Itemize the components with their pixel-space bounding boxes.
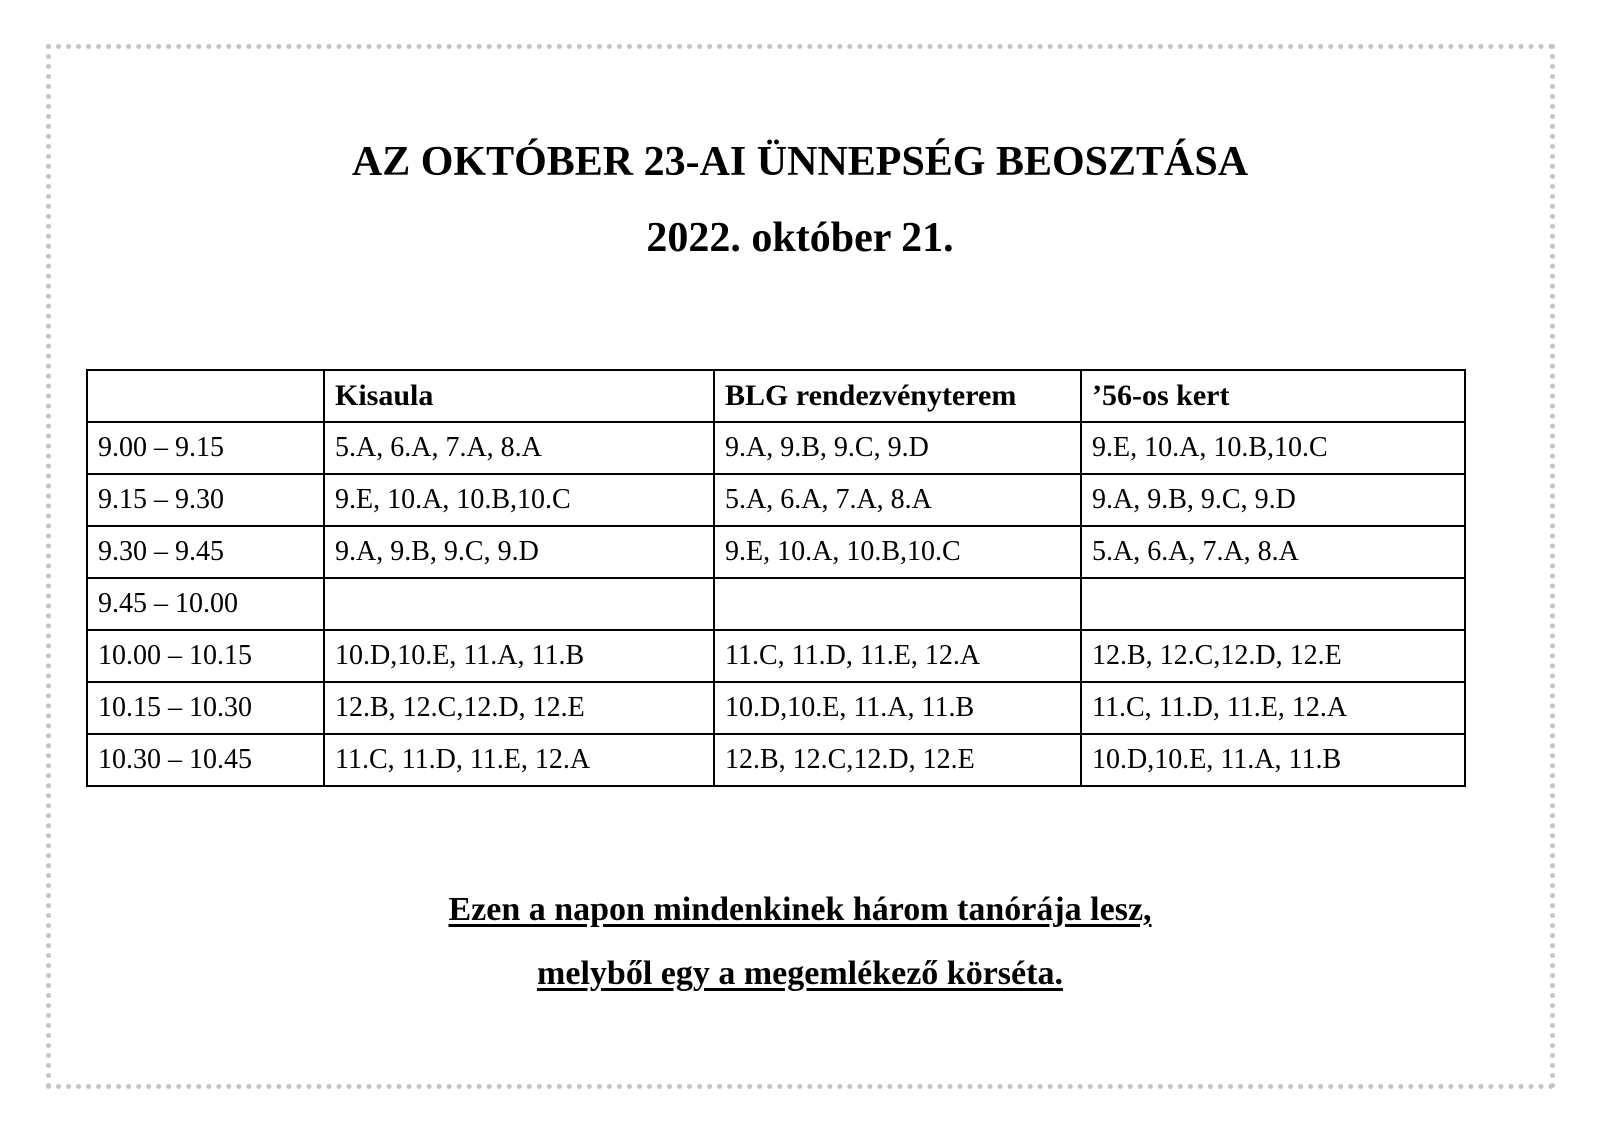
schedule-body	[87, 422, 1465, 786]
class-list-cell: 9.E, 10.A, 10.B,10.C	[1081, 422, 1465, 474]
class-list-cell	[714, 578, 1081, 630]
table-row	[87, 682, 1465, 734]
event-date: 2022. október 21.	[646, 215, 954, 261]
class-list-cell: 12.B, 12.C,12.D, 12.E	[324, 682, 714, 734]
class-list-cell: 9.A, 9.B, 9.C, 9.D	[714, 422, 1081, 474]
time-slot-cell: 9.30 – 9.45	[87, 526, 324, 578]
class-list-cell: 10.D,10.E, 11.A, 11.B	[324, 630, 714, 682]
table-row	[87, 474, 1465, 526]
time-slot-cell: 10.30 – 10.45	[87, 734, 324, 786]
class-list-cell: 10.D,10.E, 11.A, 11.B	[714, 682, 1081, 734]
class-list-cell: 5.A, 6.A, 7.A, 8.A	[1081, 526, 1465, 578]
time-slot-cell: 9.45 – 10.00	[87, 578, 324, 630]
header-cell-kisaula: Kisaula	[324, 370, 714, 422]
table-row	[87, 578, 1465, 630]
table-row	[87, 422, 1465, 474]
class-list-cell: 5.A, 6.A, 7.A, 8.A	[714, 474, 1081, 526]
class-list-cell: 9.E, 10.A, 10.B,10.C	[324, 474, 714, 526]
class-list-cell: 12.B, 12.C,12.D, 12.E	[714, 734, 1081, 786]
time-slot-cell: 10.15 – 10.30	[87, 682, 324, 734]
class-list-cell: 9.A, 9.B, 9.C, 9.D	[1081, 474, 1465, 526]
class-list-cell: 11.C, 11.D, 11.E, 12.A	[324, 734, 714, 786]
class-list-cell: 12.B, 12.C,12.D, 12.E	[1081, 630, 1465, 682]
header-cell-56-os-kert: ’56-os kert	[1081, 370, 1465, 422]
class-list-cell: 9.E, 10.A, 10.B,10.C	[714, 526, 1081, 578]
header-cell-blg-rendezvenyterem: BLG rendezvényterem	[714, 370, 1081, 422]
note-line-1: Ezen a napon mindenkinek három tanórája lesz,	[448, 891, 1152, 928]
class-list-cell	[324, 578, 714, 630]
time-slot-cell: 9.15 – 9.30	[87, 474, 324, 526]
page-title: AZ OKTÓBER 23-AI ÜNNEPSÉG BEOSZTÁSA	[351, 139, 1249, 185]
schedule-table	[86, 369, 1466, 787]
table-row	[87, 526, 1465, 578]
table-row	[87, 630, 1465, 682]
class-list-cell: 9.A, 9.B, 9.C, 9.D	[324, 526, 714, 578]
time-slot-cell: 10.00 – 10.15	[87, 630, 324, 682]
class-list-cell: 5.A, 6.A, 7.A, 8.A	[324, 422, 714, 474]
class-list-cell	[1081, 578, 1465, 630]
class-list-cell: 11.C, 11.D, 11.E, 12.A	[1081, 682, 1465, 734]
header-cell-time	[87, 370, 324, 422]
time-slot-cell: 9.00 – 9.15	[87, 422, 324, 474]
table-row	[87, 734, 1465, 786]
class-list-cell: 10.D,10.E, 11.A, 11.B	[1081, 734, 1465, 786]
class-list-cell: 11.C, 11.D, 11.E, 12.A	[714, 630, 1081, 682]
note-line-2: melyből egy a megemlékező körséta.	[537, 955, 1063, 992]
table-header-row	[87, 370, 1465, 422]
